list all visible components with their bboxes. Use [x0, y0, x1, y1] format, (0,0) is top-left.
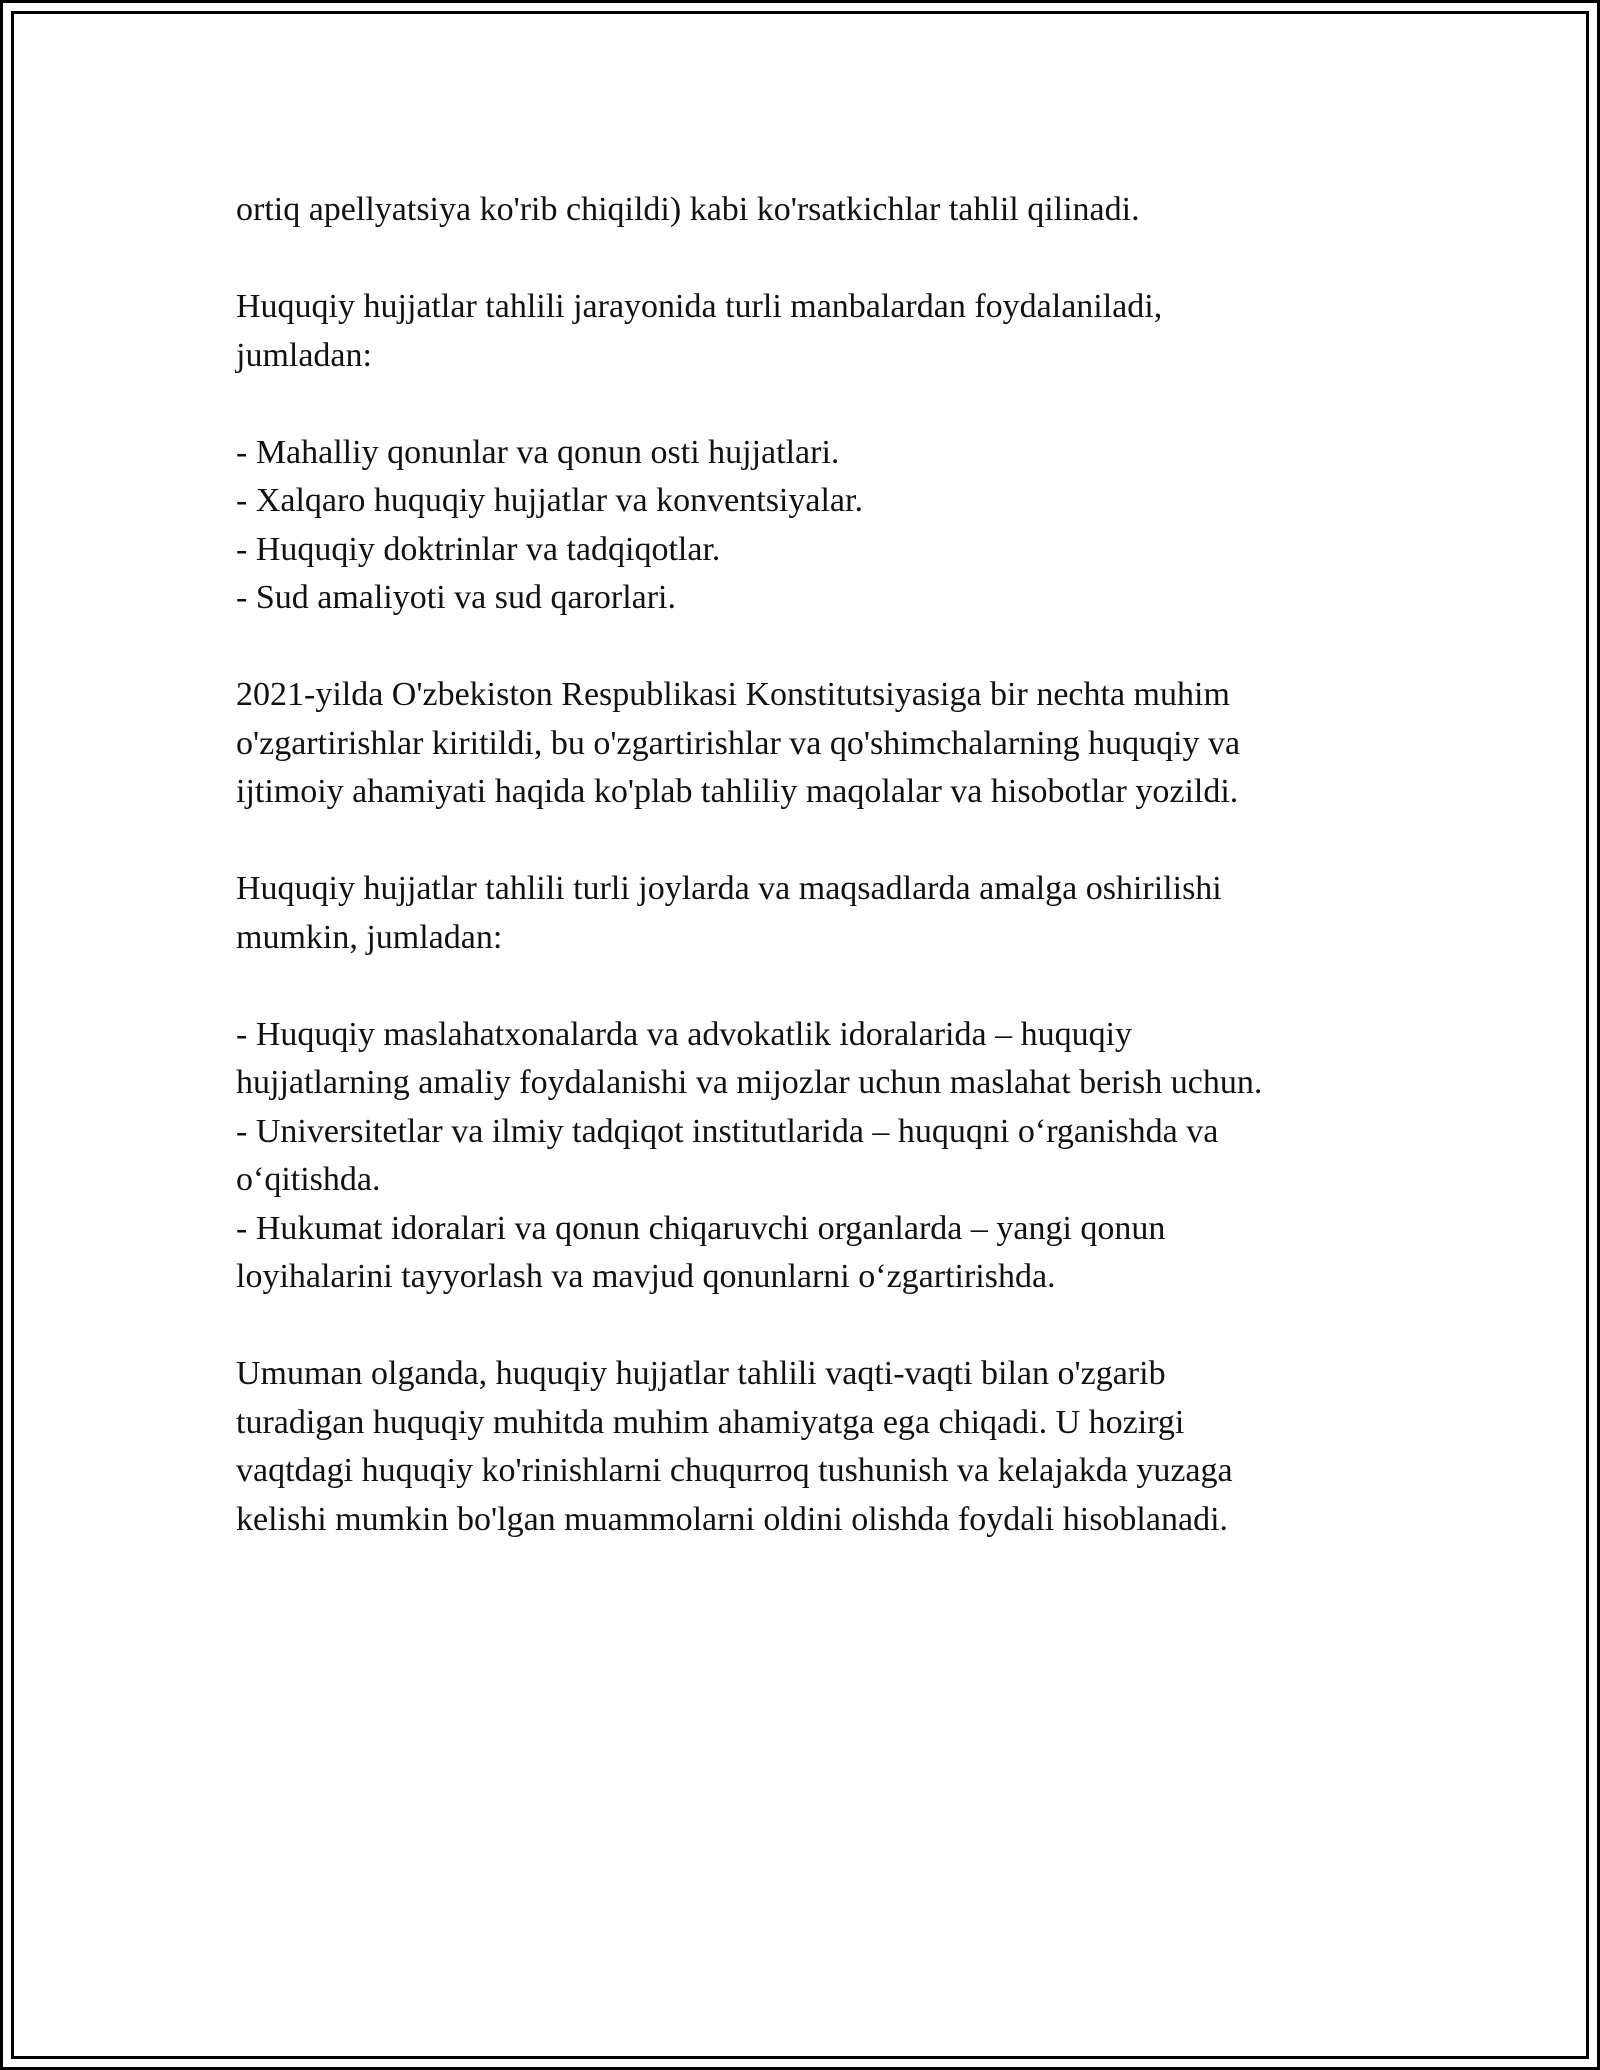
list-item: - Sud amaliyoti va sud qarorlari. [236, 579, 677, 616]
paragraph-constitution-2021: 2021-yilda O'zbekiston Respublikasi Konstitutsiyasiga bir nechta muhim o'zgartirishlar kiritildi, bu o'zgartirishlar va qo'shimchalarning huquqiy va ijtimoiy ahamiyati haqida ko'plab tahliliy maqolalar va hisobotlar yozildi. [236, 676, 1241, 810]
list-item: - Huquqiy maslahatxonalarda va advokatlik idoralarida – huquqiy hujjatlarning amaliy foydalanishi va mijozlar uchun maslahat berish uchun. [236, 1015, 1263, 1101]
paragraph-conclusion: Umuman olganda, huquqiy hujjatlar tahlili vaqti-vaqti bilan o'zgarib turadigan huquqiy muhitda muhim ahamiyatga ega chiqadi. U hozirgi vaqtdagi huquqiy ko'rinishlarni chuqurroq tushunish va kelajakda yuzaga kelishi mumkin bo'lgan muammolarni oldini olishda foydali hisoblanadi. [236, 1355, 1233, 1538]
list-item: - Mahalliy qonunlar va qonun osti hujjatlari. [236, 433, 840, 471]
places-list [236, 1011, 1366, 1302]
paragraph-intro-continuation: ortiq apellyatsiya ko'rib chiqildi) kabi ko'rsatkichlar tahlil qilinadi. [236, 191, 1140, 228]
sources-list [236, 429, 1366, 623]
paragraph-places-intro: Huquqiy hujjatlar tahlili turli joylarda va maqsadlarda amalga oshirilishi mumkin, jumladan: [236, 870, 1222, 956]
list-item: - Huquqiy doktrinlar va tadqiqotlar. [236, 530, 721, 568]
list-item: - Universitetlar va ilmiy tadqiqot institutlarida – huquqni o‘rganishda va o‘qitishda. [236, 1112, 1219, 1198]
paragraph-sources-intro: Huquqiy hujjatlar tahlili jarayonida turli manbalardan foydalaniladi, jumladan: [236, 288, 1163, 374]
document-body [236, 186, 1366, 1593]
list-item: - Xalqaro huquqiy hujjatlar va konventsiyalar. [236, 482, 863, 519]
list-item: - Hukumat idoralari va qonun chiqaruvchi organlarda – yangi qonun loyihalarini tayyorlash va mavjud qonunlarni o‘zgartirishda. [236, 1209, 1166, 1295]
